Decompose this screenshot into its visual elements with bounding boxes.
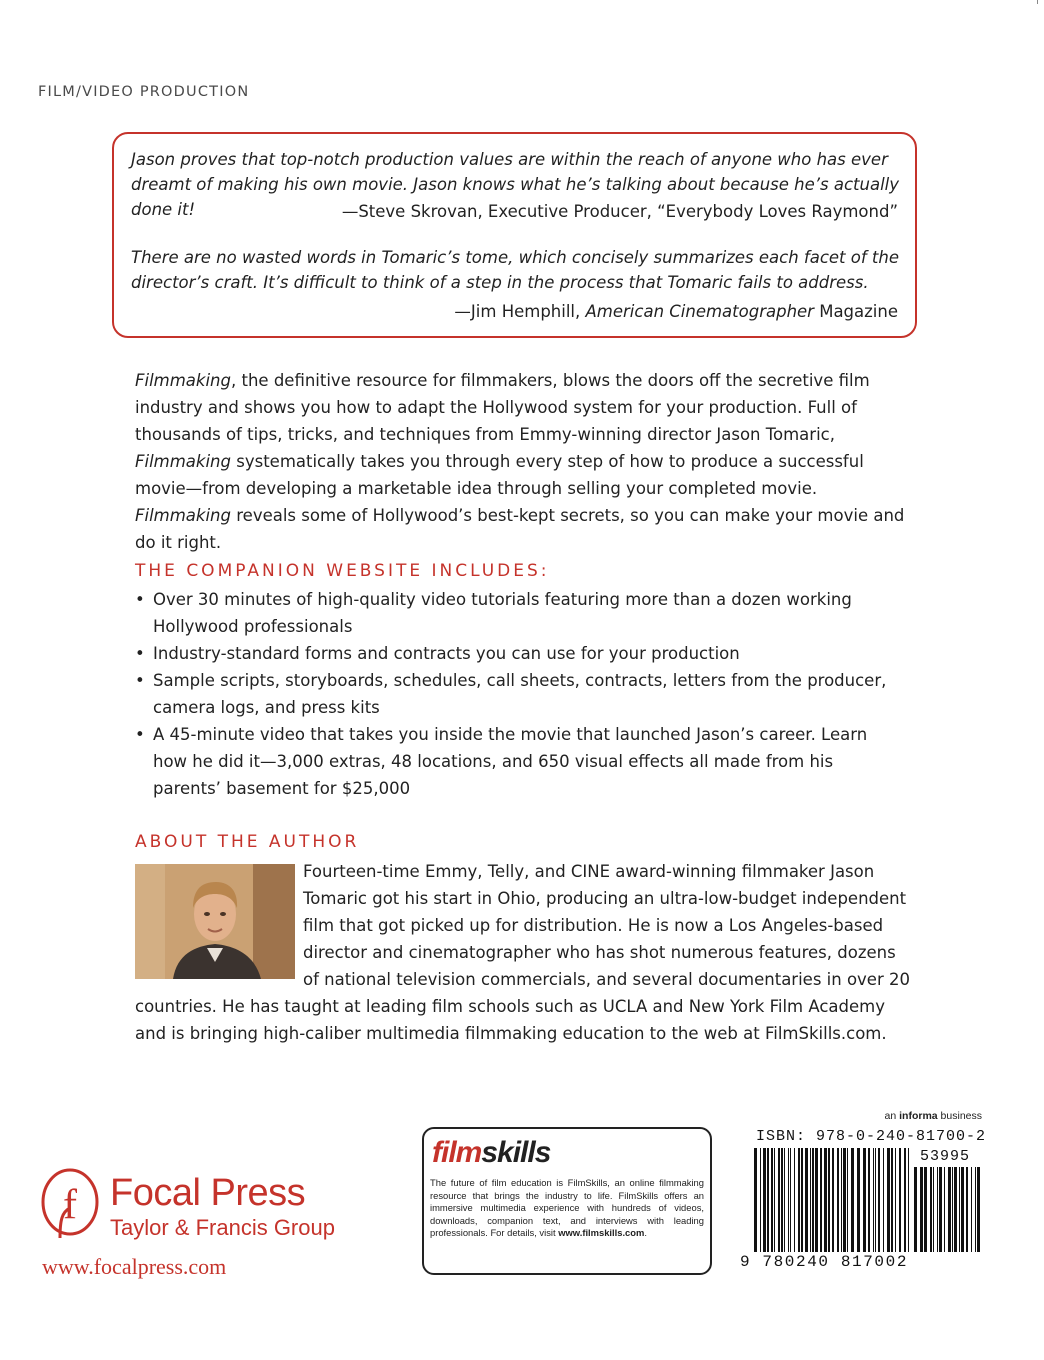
informa-post: business <box>937 1110 982 1122</box>
list-item: • A 45-minute video that takes you inside the movie that launched Jason’s career. Learn how he did it—3,000 extras, 48 locations, and 650 visual effects all made from his parents’ basement for $25,000 <box>135 721 895 802</box>
book-title: Filmmaking <box>135 452 231 471</box>
list-item: • Over 30 minutes of high-quality video tutorials featuring more than a dozen working Hollywood professionals <box>135 586 895 640</box>
book-description <box>135 367 915 556</box>
companion-website-list <box>135 586 895 802</box>
filmskills-logo-skills: skills <box>481 1136 551 1169</box>
filmskills-text-end: . <box>644 1227 647 1239</box>
informa-bold: informa <box>899 1110 938 1122</box>
focal-logo-letter: f <box>63 1182 77 1228</box>
author-bio <box>135 858 915 1047</box>
category-label: FILM/VIDEO PRODUCTION <box>38 84 250 100</box>
about-author-heading: ABOUT THE AUTHOR <box>135 832 360 852</box>
filmskills-url[interactable]: www.filmskills.com <box>558 1227 645 1239</box>
price-code-label: 53995 <box>920 1148 971 1165</box>
author-bio-text: Fourteen-time Emmy, Telly, and CINE award-winning filmmaker Jason Tomaric got his start in Ohio, producing an ultra-low-budget independent film that got picked up for distribution. He is now a Los Angeles-based director and cinematographer who has shot numerous features, dozens of national television commercials, and several documentaries in over 20 countries. He has taught at leading film schools such as UCLA and New York Film Academy and is bringing high-caliber multimedia filmmaking education to the web at FilmSkills.com. <box>135 862 910 1043</box>
isbn-barcode <box>754 1148 914 1252</box>
book-title: Filmmaking <box>135 506 231 525</box>
focal-press-logo-icon <box>40 1168 100 1244</box>
informa-business-label <box>885 1110 982 1122</box>
description-text: , the definitive resource for filmmakers, blows the doors off the secretive film industry and shows you how to adapt the Hollywood system for your production. Full of thousands of tips, tricks, and techniques from Emmy-winning director Jason Tomaric, <box>135 371 870 444</box>
quote-1-attribution: —Steve Skrovan, Executive Producer, “Everybody Loves Raymond” <box>341 202 898 221</box>
attribution-suffix: Magazine <box>813 302 898 321</box>
description-text: reveals some of Hollywood’s best-kept secrets, so you can make your movie and do it right. <box>135 506 905 552</box>
quote-2-text: There are no wasted words in Tomaric’s tome, which concisely summarizes each facet of the director’s craft. It’s difficult to think of a step in the process that Tomaric fails to address. <box>131 248 899 292</box>
companion-website-heading: THE COMPANION WEBSITE INCLUDES: <box>135 561 550 581</box>
informa-pre: an <box>884 1110 900 1122</box>
filmskills-logo <box>432 1136 550 1170</box>
isbn-label: ISBN: 978-0-240-81700-2 <box>756 1128 987 1145</box>
book-title: Filmmaking <box>135 371 231 390</box>
filmskills-text: The future of film education is FilmSkills, an online filmmaking resource that brings the industry to life. FilmSkills offers an immersive multimedia experience with hundreds of videos, downloads, companion text, and interviews with leading professionals. For details, visit <box>430 1177 704 1239</box>
list-item: • Industry-standard forms and contracts you can use for your production <box>135 640 895 667</box>
quote-1-text: Jason proves that top-notch production values are within the reach of anyone who has ever dreamt of making his own movie. Jason knows what he’s talking about because he’s actually done it! <box>131 150 900 219</box>
publisher-name: Focal Press <box>110 1172 306 1214</box>
price-barcode <box>914 1167 986 1252</box>
quote-2-attribution <box>138 299 898 324</box>
filmskills-description <box>430 1177 704 1240</box>
attribution-publication: American Cinematographer <box>585 302 814 321</box>
filmskills-logo-film: film <box>432 1136 482 1169</box>
attribution-name: —Jim Hemphill, <box>454 302 586 321</box>
publisher-group: Taylor & Francis Group <box>110 1215 335 1240</box>
corner-mark <box>1037 0 1038 4</box>
publisher-url[interactable]: www.focalpress.com <box>42 1254 227 1279</box>
description-text: systematically takes you through every step of how to produce a successful movie—from developing a marketable idea through selling your completed movie. <box>135 452 864 498</box>
list-item: • Sample scripts, storyboards, schedules, call sheets, contracts, letters from the producer, camera logs, and press kits <box>135 667 895 721</box>
barcode-number: 9 780240 817002 <box>740 1253 909 1271</box>
